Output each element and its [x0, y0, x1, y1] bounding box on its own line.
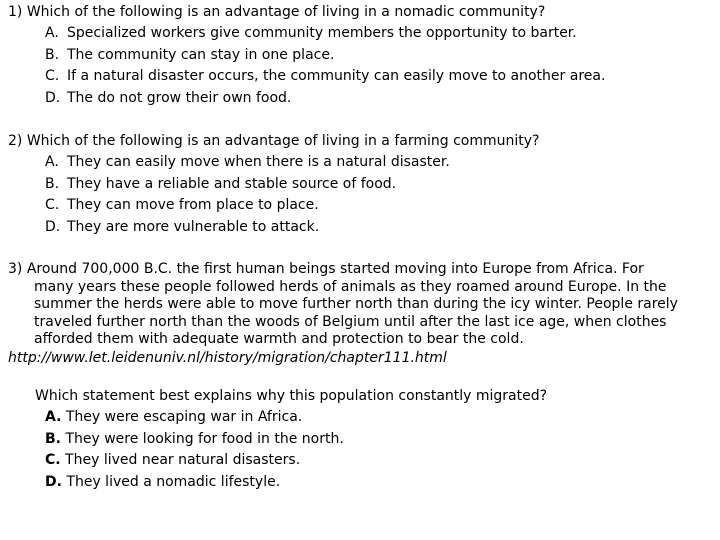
option-letter: B.	[45, 431, 61, 447]
question-3-option-b	[45, 430, 344, 448]
question-2-option-d	[45, 218, 319, 236]
option-text: They can move from place to place.	[67, 197, 319, 213]
passage-line: afforded them with adequate warmth and protection to bear the cold.	[34, 331, 524, 347]
question-3-passage	[8, 261, 708, 349]
option-text: Specialized workers give community members the opportunity to barter.	[67, 25, 577, 41]
question-3-text: Which statement best explains why this population constantly migrated?	[35, 388, 548, 404]
option-letter: D.	[45, 219, 61, 235]
option-letter: B.	[45, 176, 60, 192]
option-letter: A.	[45, 25, 59, 41]
question-2-option-a	[45, 153, 450, 171]
option-text: They lived near natural disasters.	[65, 452, 301, 468]
option-text: They were looking for food in the north.	[65, 431, 344, 447]
option-text: They are more vulnerable to attack.	[67, 219, 320, 235]
source-url: http://www.let.leidenuniv.nl/history/migration/chapter111.html	[8, 350, 447, 366]
question-3-option-c	[45, 451, 300, 469]
option-letter: C.	[45, 68, 60, 84]
question-3-option-a	[45, 408, 302, 426]
question-1-text: 1) Which of the following is an advantage of living in a nomadic community?	[8, 4, 546, 20]
question-1-option-d	[45, 89, 291, 107]
passage-line: 3) Around 700,000 B.C. the first human beings started moving into Europe from Africa. For	[8, 261, 644, 277]
option-letter: D.	[45, 474, 62, 490]
question-2-option-c	[45, 196, 319, 214]
option-text: They were escaping war in Africa.	[65, 409, 303, 425]
passage-line: summer the herds were able to move further north than during the icy winter. People rarely	[34, 296, 678, 312]
option-text: If a natural disaster occurs, the community can easily move to another area.	[67, 68, 606, 84]
option-text: They have a reliable and stable source of food.	[67, 176, 397, 192]
option-text: They can easily move when there is a natural disaster.	[67, 154, 450, 170]
question-1-option-a	[45, 24, 577, 42]
option-letter: B.	[45, 47, 60, 63]
passage-line: many years these people followed herds of animals as they roamed around Europe. In the	[34, 278, 667, 295]
question-1-option-c	[45, 67, 605, 85]
passage-line: traveled further north than the woods of Belgium until after the last ice age, when clothes	[34, 313, 667, 330]
option-letter: D.	[45, 90, 61, 106]
option-text: The do not grow their own food.	[67, 90, 292, 106]
question-1-option-b	[45, 46, 334, 64]
question-2-option-b	[45, 175, 396, 193]
option-text: The community can stay in one place.	[67, 47, 335, 63]
option-letter: C.	[45, 197, 60, 213]
option-text: They lived a nomadic lifestyle.	[66, 474, 281, 490]
question-3-option-d	[45, 473, 280, 491]
option-letter: A.	[45, 154, 59, 170]
question-2-text: 2) Which of the following is an advantage of living in a farming community?	[8, 133, 540, 149]
option-letter: C.	[45, 452, 61, 468]
option-letter: A.	[45, 409, 62, 425]
